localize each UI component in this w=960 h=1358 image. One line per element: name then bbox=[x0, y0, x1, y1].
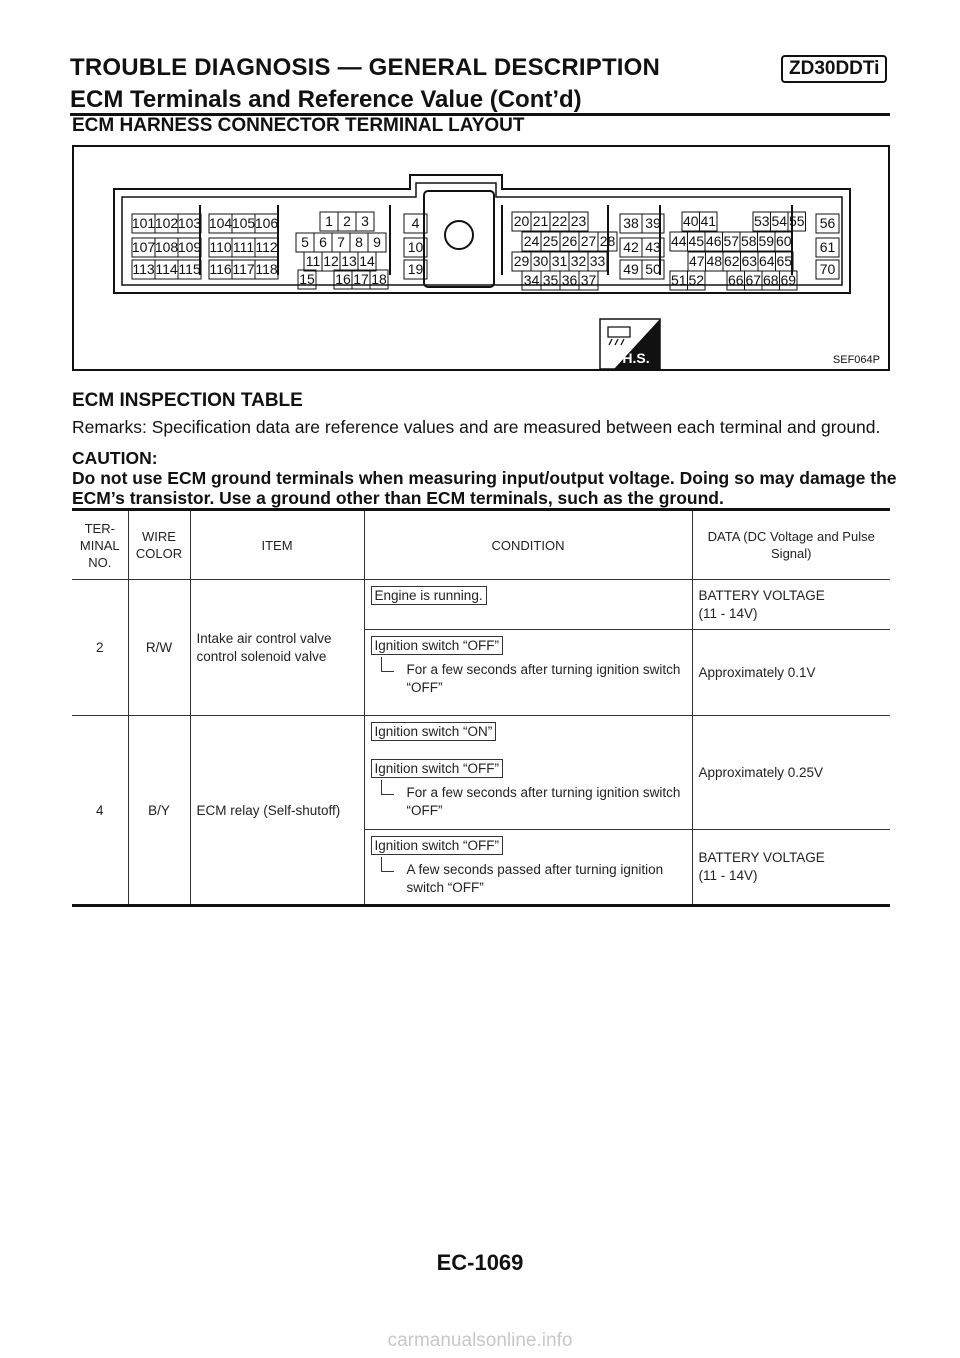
caution-block bbox=[72, 448, 897, 508]
condition-sub: A few seconds passed after turning ignition switch “OFF” bbox=[371, 861, 686, 897]
table-header-row bbox=[72, 510, 890, 580]
terminal-pin-12: 12 bbox=[323, 253, 339, 269]
terminal-pin-57: 57 bbox=[723, 233, 740, 249]
condition-cell bbox=[364, 830, 692, 906]
terminal-pin-115: 115 bbox=[178, 261, 201, 277]
condition-sub: For a few seconds after turning ignition switch “OFF” bbox=[371, 661, 686, 697]
watermark: carmanualsonline.info bbox=[387, 1330, 573, 1351]
col-item: ITEM bbox=[190, 510, 364, 580]
terminal-pin-107: 107 bbox=[131, 239, 156, 255]
terminal-pin-36: 36 bbox=[561, 272, 578, 288]
figure-code: SEF064P bbox=[832, 354, 880, 366]
terminal-pin-25: 25 bbox=[542, 233, 559, 249]
wire-color-cell: R/W bbox=[128, 580, 190, 716]
terminal-pin-14: 14 bbox=[359, 253, 375, 269]
condition-cell bbox=[364, 580, 692, 630]
terminal-pin-24: 24 bbox=[523, 233, 540, 249]
terminal-pin-35: 35 bbox=[542, 272, 559, 288]
col-terminal: TER- MINAL NO. bbox=[72, 510, 128, 580]
terminal-pin-27: 27 bbox=[580, 233, 597, 249]
caution-line-2: ECM’s transistor. Use a ground other than ECM terminals, such as the ground. bbox=[72, 488, 724, 508]
terminal-pin-66: 66 bbox=[727, 272, 744, 288]
terminal-pin-32: 32 bbox=[570, 253, 587, 269]
terminal-pin-101: 101 bbox=[131, 215, 156, 231]
caution-line-1: Do not use ECM ground terminals when measuring input/output voltage. Doing so may damage the bbox=[72, 468, 897, 488]
terminal-pin-10: 10 bbox=[407, 239, 424, 255]
terminal-pin-41: 41 bbox=[700, 213, 717, 229]
terminal-pin-4: 4 bbox=[411, 215, 420, 231]
terminal-pin-111: 111 bbox=[232, 239, 255, 255]
terminal-pin-117: 117 bbox=[232, 261, 255, 277]
terminal-pin-19: 19 bbox=[407, 261, 424, 277]
terminal-pin-17: 17 bbox=[353, 271, 369, 287]
inspection-table bbox=[72, 508, 890, 907]
terminal-pin-54: 54 bbox=[771, 213, 788, 229]
terminal-pin-116: 116 bbox=[209, 261, 232, 277]
terminal-pin-38: 38 bbox=[623, 215, 639, 231]
header-title: TROUBLE DIAGNOSIS — GENERAL DESCRIPTION bbox=[70, 54, 661, 81]
inspection-title: ECM INSPECTION TABLE bbox=[72, 390, 303, 411]
terminal-pin-68: 68 bbox=[762, 272, 779, 288]
terminal-pin-56: 56 bbox=[819, 215, 836, 231]
terminal-pin-50: 50 bbox=[645, 261, 661, 277]
layout-section-title: ECM HARNESS CONNECTOR TERMINAL LAYOUT bbox=[72, 115, 525, 136]
terminal-pin-114: 114 bbox=[155, 261, 178, 277]
terminal-pin-52: 52 bbox=[688, 272, 705, 288]
condition-cell bbox=[364, 630, 692, 716]
page-number: EC-1069 bbox=[436, 1250, 524, 1275]
terminal-pin-39: 39 bbox=[645, 215, 661, 231]
terminal-pin-47: 47 bbox=[688, 253, 705, 269]
header-subtitle: ECM Terminals and Reference Value (Cont’d) bbox=[70, 86, 582, 113]
terminal-pin-3: 3 bbox=[361, 213, 369, 229]
terminal-pin-15: 15 bbox=[299, 271, 315, 287]
terminal-pin-104: 104 bbox=[208, 215, 233, 231]
data-cell: Approximately 0.1V bbox=[692, 630, 890, 716]
terminal-pin-65: 65 bbox=[776, 253, 793, 269]
terminal-pin-6: 6 bbox=[319, 234, 327, 250]
terminal-pin-5: 5 bbox=[301, 234, 309, 250]
terminal-pin-55: 55 bbox=[788, 213, 805, 229]
terminal-pin-62: 62 bbox=[723, 253, 740, 269]
terminal-pin-59: 59 bbox=[758, 233, 775, 249]
terminal-pin-18: 18 bbox=[371, 271, 387, 287]
terminal-pin-70: 70 bbox=[819, 261, 836, 277]
condition-cell bbox=[364, 716, 692, 830]
terminal-pin-108: 108 bbox=[154, 239, 179, 255]
terminal-pin-63: 63 bbox=[741, 253, 758, 269]
terminal-pin-8: 8 bbox=[355, 234, 363, 250]
terminal-pin-16: 16 bbox=[335, 271, 351, 287]
caution-label: CAUTION: bbox=[72, 448, 158, 468]
terminal-pin-46: 46 bbox=[705, 233, 722, 249]
terminal-pin-40: 40 bbox=[682, 213, 699, 229]
terminal-pin-102: 102 bbox=[154, 215, 179, 231]
terminal-pin-44: 44 bbox=[670, 233, 687, 249]
terminal-pin-23: 23 bbox=[570, 213, 587, 229]
terminal-pin-69: 69 bbox=[780, 272, 797, 288]
terminal-cell: 4 bbox=[72, 716, 128, 906]
terminal-pin-9: 9 bbox=[373, 234, 381, 250]
condition-sub: For a few seconds after turning ignition switch “OFF” bbox=[371, 784, 686, 820]
terminal-pin-13: 13 bbox=[341, 253, 357, 269]
col-condition: CONDITION bbox=[364, 510, 692, 580]
col-data: DATA (DC Voltage and Pulse Signal) bbox=[692, 510, 890, 580]
condition-box: Ignition switch “OFF” bbox=[371, 636, 504, 655]
terminal-pin-48: 48 bbox=[706, 253, 723, 269]
item-cell: Intake air control valve control solenoid valve bbox=[190, 580, 364, 716]
terminal-pin-22: 22 bbox=[551, 213, 568, 229]
terminal-pin-112: 112 bbox=[255, 239, 278, 255]
terminal-pin-106: 106 bbox=[254, 215, 279, 231]
terminal-pin-109: 109 bbox=[177, 239, 202, 255]
terminal-pin-43: 43 bbox=[645, 239, 661, 255]
condition-box: Ignition switch “OFF” bbox=[371, 836, 504, 855]
terminal-pin-1: 1 bbox=[325, 213, 333, 229]
terminal-pin-21: 21 bbox=[532, 213, 549, 229]
terminal-pin-34: 34 bbox=[523, 272, 540, 288]
table-row bbox=[72, 716, 890, 830]
terminal-pin-28: 28 bbox=[599, 233, 616, 249]
terminal-pin-118: 118 bbox=[255, 261, 278, 277]
terminal-pin-58: 58 bbox=[740, 233, 757, 249]
data-cell: BATTERY VOLTAGE (11 - 14V) bbox=[692, 830, 890, 906]
terminal-pin-61: 61 bbox=[819, 239, 836, 255]
item-cell: ECM relay (Self-shutoff) bbox=[190, 716, 364, 906]
terminal-pin-26: 26 bbox=[561, 233, 578, 249]
terminal-pin-37: 37 bbox=[580, 272, 597, 288]
terminal-pin-51: 51 bbox=[670, 272, 687, 288]
terminal-pin-11: 11 bbox=[305, 253, 321, 269]
terminal-pin-53: 53 bbox=[753, 213, 770, 229]
remarks-text: Remarks: Specification data are reference values and are measured between each terminal and ground. bbox=[72, 417, 881, 437]
terminal-pin-31: 31 bbox=[551, 253, 568, 269]
terminal-pin-29: 29 bbox=[513, 253, 530, 269]
terminal-pin-2: 2 bbox=[343, 213, 351, 229]
terminal-pin-45: 45 bbox=[688, 233, 705, 249]
terminal-pin-60: 60 bbox=[775, 233, 792, 249]
connector-figure bbox=[72, 145, 890, 371]
col-wire-color: WIRE COLOR bbox=[128, 510, 190, 580]
terminal-pin-67: 67 bbox=[745, 272, 762, 288]
hs-label: H.S. bbox=[622, 350, 650, 366]
wire-color-cell: B/Y bbox=[128, 716, 190, 906]
table-row bbox=[72, 580, 890, 630]
terminal-pin-110: 110 bbox=[209, 239, 232, 255]
terminal-pin-30: 30 bbox=[532, 253, 549, 269]
data-cell: BATTERY VOLTAGE (11 - 14V) bbox=[692, 580, 890, 630]
terminal-pin-42: 42 bbox=[623, 239, 639, 255]
terminal-pin-20: 20 bbox=[513, 213, 530, 229]
terminal-pin-103: 103 bbox=[177, 215, 202, 231]
terminal-pin-113: 113 bbox=[132, 261, 155, 277]
data-cell: Approximately 0.25V bbox=[692, 716, 890, 830]
condition-box: Ignition switch “OFF” bbox=[371, 759, 504, 778]
condition-box: Ignition switch “ON” bbox=[371, 722, 497, 741]
terminal-pin-49: 49 bbox=[623, 261, 639, 277]
hs-icon bbox=[600, 319, 660, 369]
terminal-cell: 2 bbox=[72, 580, 128, 716]
condition-box: Engine is running. bbox=[371, 586, 487, 605]
terminal-pin-64: 64 bbox=[758, 253, 775, 269]
terminal-pin-7: 7 bbox=[337, 234, 345, 250]
engine-code-badge: ZD30DDTi bbox=[781, 55, 887, 83]
terminal-pin-33: 33 bbox=[589, 253, 606, 269]
terminal-pin-105: 105 bbox=[231, 215, 256, 231]
